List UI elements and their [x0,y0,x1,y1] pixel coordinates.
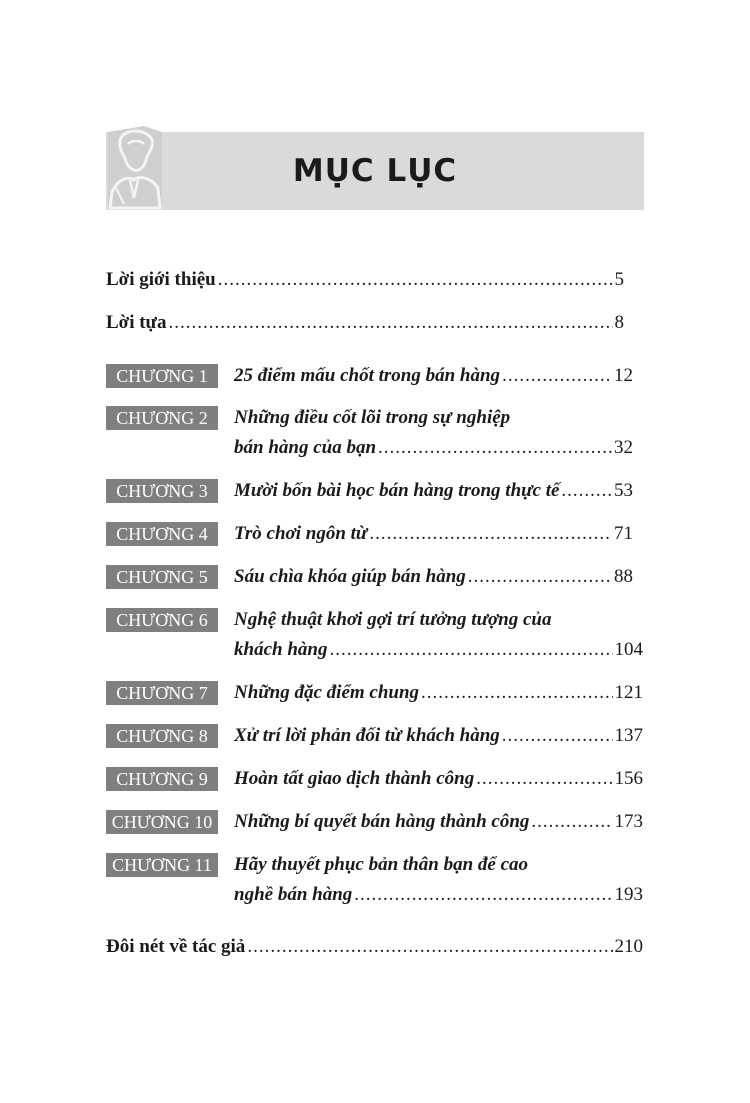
toc-entry-chapter-7[interactable] [234,678,643,708]
toc-entry-page: 121 [614,682,643,703]
toc-entry-preface[interactable] [106,308,624,338]
leader-dots [476,764,612,794]
leader-dots [247,932,612,962]
chapter-badge: CHƯƠNG 8 [106,724,218,748]
toc-entry-label: Lời tựa [106,312,167,333]
chapter-title: Mười bốn bài học bán hàng trong thực tế [234,480,560,501]
leader-dots [502,721,613,751]
chapter-title-cont: nghề bán hàng [234,884,353,905]
leader-dots [354,880,612,910]
chapter-title[interactable]: Hãy thuyết phục bản thân bạn để cao [234,854,528,875]
chapter-badge: CHƯƠNG 10 [106,810,218,834]
chapter-title[interactable]: Những điều cốt lõi trong sự nghiệp [234,407,511,428]
toc-entry-chapter-4[interactable] [234,519,633,549]
toc-entry-page: 210 [614,936,643,957]
leader-dots [168,308,612,338]
toc-entry-chapter-9[interactable] [234,764,643,794]
leader-dots [561,476,612,506]
chapter-title: 25 điểm mấu chốt trong bán hàng [234,365,501,386]
toc-entry-chapter-8[interactable] [234,721,643,751]
toc-entry-about-author[interactable] [106,932,643,962]
chapter-title: Sáu chìa khóa giúp bán hàng [234,566,466,587]
leader-dots [378,433,612,463]
chapter-title[interactable]: Nghệ thuật khơi gợi trí tưởng tượng của [234,609,552,630]
chapter-badge: CHƯƠNG 3 [106,479,218,503]
chapter-title: Những bí quyết bán hàng thành công [234,811,530,832]
chapter-badge: CHƯƠNG 4 [106,522,218,546]
chapter-badge: CHƯƠNG 7 [106,681,218,705]
leader-dots [329,635,612,665]
leader-dots [421,678,612,708]
toc-entry-chapter-3[interactable] [234,476,633,506]
toc-entry-page: 137 [614,725,643,746]
toc-entry-label: Đôi nét về tác giả [106,936,246,957]
toc-entry-chapter-5[interactable] [234,562,633,592]
chapter-badge: CHƯƠNG 2 [106,406,218,430]
toc-entry-page: 156 [614,768,643,789]
toc-entry-page: 5 [614,269,624,290]
toc-entry-chapter-6[interactable] [234,635,643,665]
chapter-title: Hoàn tất giao dịch thành công [234,768,475,789]
leader-dots [369,519,612,549]
toc-entry-page: 71 [614,523,633,544]
toc-entry-chapter-11[interactable] [234,880,643,910]
chapter-title: Xử trí lời phản đối từ khách hàng [234,725,500,746]
toc-entry-page: 173 [614,811,643,832]
chapter-title: Trò chơi ngôn từ [234,523,368,544]
toc-entry-page: 104 [614,639,643,660]
leader-dots [531,807,612,837]
toc-entry-page: 8 [614,312,624,333]
leader-dots [468,562,612,592]
chapter-badge: CHƯƠNG 6 [106,608,218,632]
page-title: MỤC LỤC [292,153,458,189]
chapter-title: Những đặc điểm chung [234,682,420,703]
chapter-badge: CHƯƠNG 5 [106,565,218,589]
chapter-badge: CHƯƠNG 1 [106,364,218,388]
toc-entry-chapter-10[interactable] [234,807,643,837]
toc-entry-page: 193 [614,884,643,905]
chapter-title-cont: khách hàng [234,639,328,660]
chapter-title-cont: bán hàng của bạn [234,437,377,458]
leader-dots [502,361,612,391]
toc-entry-intro[interactable] [106,265,624,295]
toc-entry-chapter-2[interactable] [234,433,633,463]
toc-entry-page: 53 [614,480,633,501]
toc-entry-label: Lời giới thiệu [106,269,216,290]
toc-entry-chapter-1[interactable] [234,361,633,391]
chapter-badge: CHƯƠNG 11 [106,853,218,877]
chapter-badge: CHƯƠNG 9 [106,767,218,791]
leader-dots [218,265,613,295]
toc-entry-page: 32 [614,437,633,458]
toc-entry-page: 12 [614,365,633,386]
toc-entry-page: 88 [614,566,633,587]
